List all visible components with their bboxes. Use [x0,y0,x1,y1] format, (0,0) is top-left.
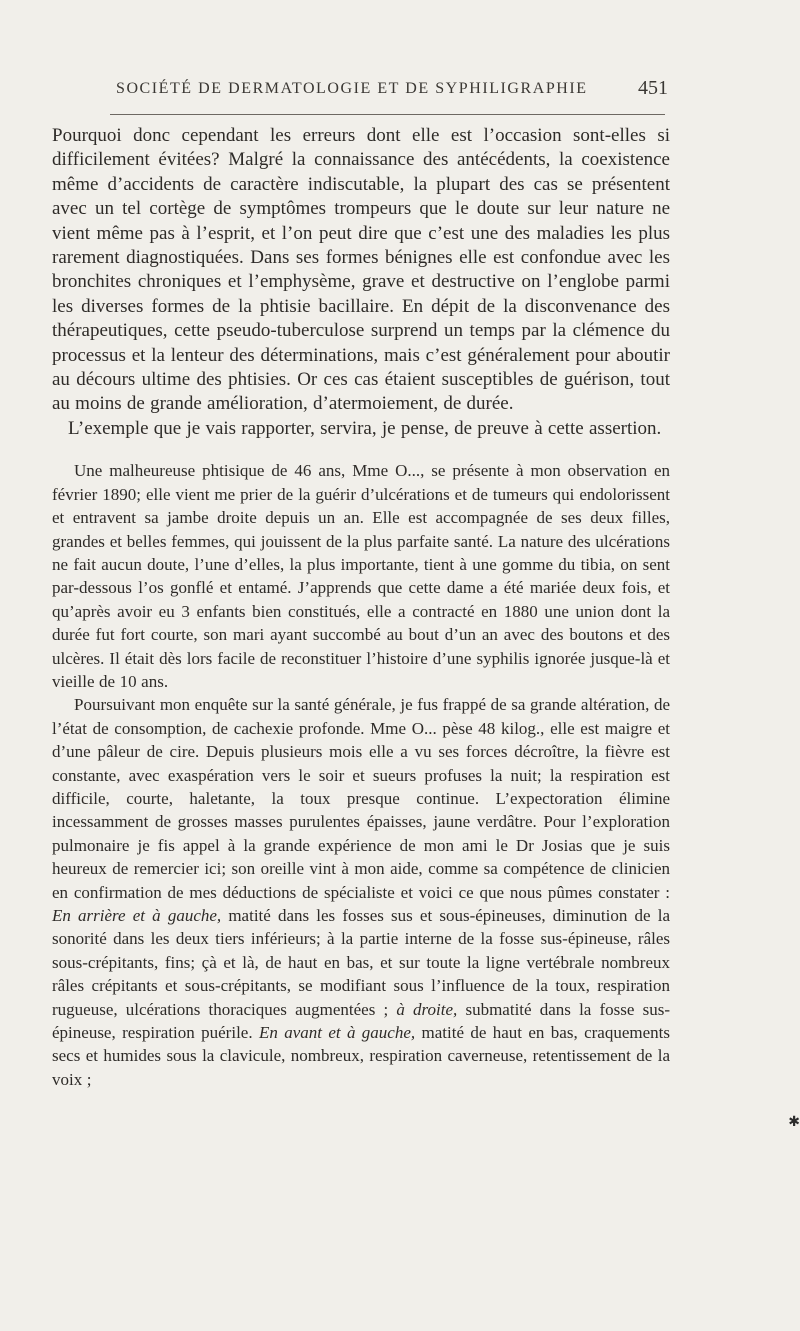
italic-en-arriere: En arrière et à gauche, [52,906,222,925]
header-rule [110,114,665,115]
paragraph-2: L’exemple que je vais rapporter, servira, je pense, de preuve à cette assertion. [68,417,662,439]
paragraph-examination [52,693,670,1091]
page-number: 451 [638,77,668,99]
italic-en-avant: En avant et à gauche, [258,1023,416,1043]
page-header [110,76,670,106]
findings-back-left: matité dans les fosses sus et sous-épineuses, diminution de la sonorité dans les deux tiers inférieurs; à la partie interne de la fosse sus-épineuse, râles sous-crépitants, fins; çà et là, de haut en bas, et sur toute la ligne vertébrale nombreux râles crépitants et sous-crépitants, se modifiant sous l’influence de la toux, respiration rugueuse, ulcérations thoraciques augmentées ; [52,906,670,1019]
body-text [52,124,670,1091]
examination-intro: Poursuivant mon enquête sur la santé générale, je fus frappé de sa grande altération, de l’état de consomption, de cachexie profonde. Mme O... pèse 48 kilog., elle est maigre et d’une pâleur de cire. Depuis plusieurs mois elle a vu ses forces décroître, la fièvre est constante, avec exaspération vers le soir et sueurs profuses la nuit; la respiration est difficile, courte, haletante, la toux presque continue. L’expectoration élimine incessamment de grosses masses purulentes épaisses, jaune verdâtre. Pour l’exploration pulmonaire je fis appel à la grande expérience de mon ami le Dr Josias que je suis heureux de remercier ici; son oreille vint à mon aide, comme sa compétence de clinicien en confirmation de mes déductions de spécialiste et voici ce que nous pûmes constater : [52,695,670,902]
paragraph-observation: Une malheureuse phtisique de 46 ans, Mme O..., se présente à mon observation en février 1890; elle vient me prier de la guérir d’ulcérations et de tumeurs qui endolorissent et entravent sa jambe droite depuis un an. Elle est accompagnée de ses deux filles, grandes et belles femmes, qui jouissent de la plus parfaite santé. La nature des ulcérations ne fait aucun doute, l’une d’elles, la plus importante, tient à une gomme du tibia, on sent par-dessous l’os gonflé et entamé. J’apprends que cette dame a été mariée deux fois, et qu’après avoir eu 3 enfants bien constitués, elle a contracté en 1880 une union dont la durée fut fort courte, son mari ayant succombé au bout d’un an avec des boutons et des ulcères. Il était dès lors facile de reconstituer l’histoire d’une syphilis ignorée jusque-là et vieille de 10 ans. [52,461,670,691]
findings-right: submatité dans la fosse sus-épineuse, respiration puérile. [52,999,671,1043]
running-head: SOCIÉTÉ DE DERMATOLOGIE ET DE SYPHILIGRAPHIE [116,80,588,97]
paragraph-1: Pourquoi donc cependant les erreurs dont elle est l’occasion sont-elles si difficilement évitées? Malgré la connaissance des antécédents, la coexistence même d’accidents de caractère indiscutable, la plupart des cas se présentent avec un tel cortège de symptômes trompeurs que le doute sur leur nature ne vient même pas à l’esprit, et l’on peut dire que c’est une des maladies les plus rarement diagnostiquées. Dans ses formes bénignes elle est confondue avec les bronchites chroniques et l’emphysème, grave et destructive on l’englobe parmi les diverses formes de la phtisie bacillaire. En dépit de la disconvenance des thérapeutiques, cette pseudo-tuberculose surprend un temps par la clémence du processus et la lenteur des déterminations, mais c’est généralement pour aboutir au décours ultime des phtisies. Or ces cas étaient susceptibles de guérison, tout au moins de grande amélioration, d’atermoiement, de durée. [52,125,670,415]
margin-mark: ✱ [788,1115,800,1130]
italic-a-droite: à droite, [396,999,458,1019]
findings-front-left: matité de haut en bas, craquements secs et humides sous la clavicule, nombreux, respiration caverneuse, retentissement de la voix ; [52,1023,670,1089]
